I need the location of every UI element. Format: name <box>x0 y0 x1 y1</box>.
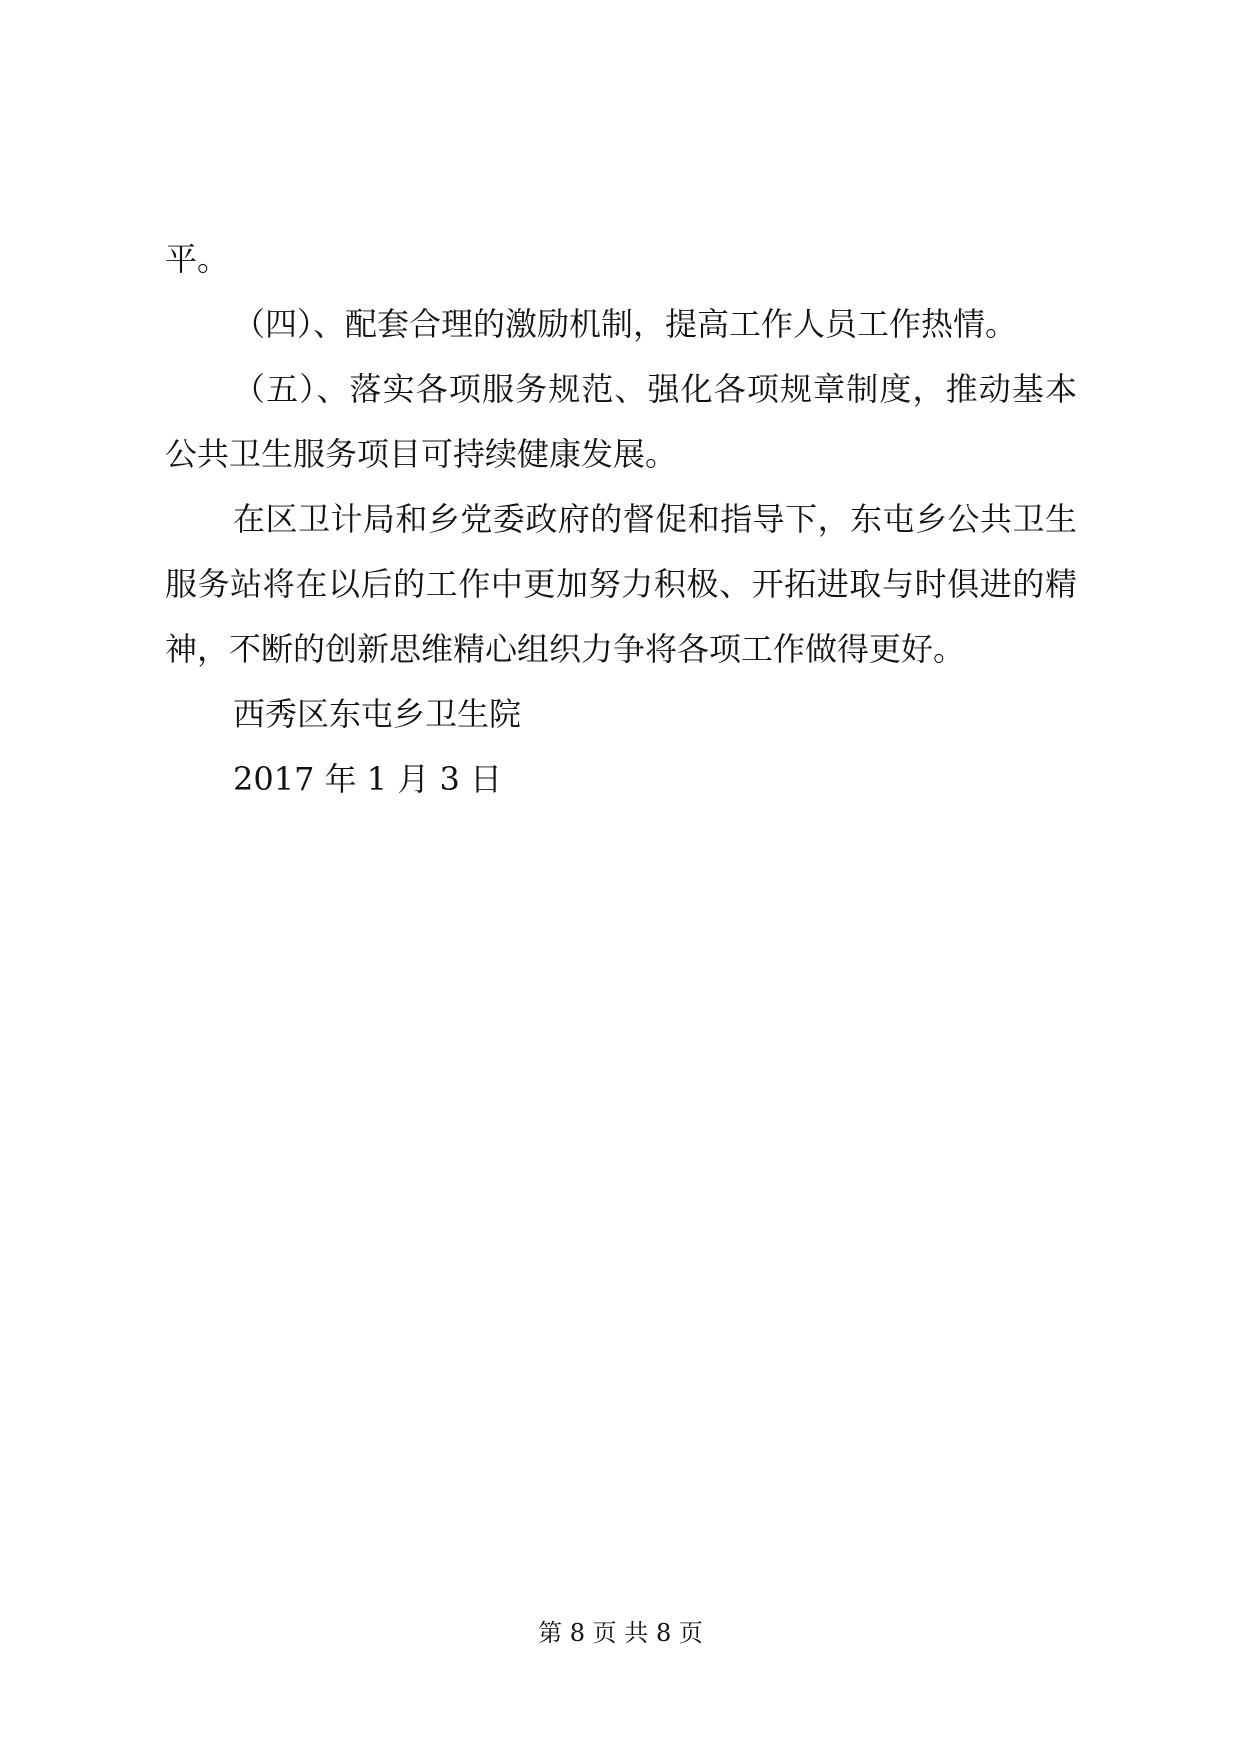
paragraph-line: 服务站将在以后的工作中更加努力积极、开拓进取与时俱进的精 <box>165 565 1077 603</box>
signature-date: 2017 年 1 月 3 日 <box>233 760 503 798</box>
paragraph-line: 神，不断的创新思维精心组织力争将各项工作做得更好。 <box>165 630 966 668</box>
paragraph-line: （四）、配套合理的激励机制，提高工作人员工作热情。 <box>233 305 1018 343</box>
paragraph-line: 公共卫生服务项目可持续健康发展。 <box>165 435 678 473</box>
page-number-footer: 第 8 页 共 8 页 <box>538 1619 703 1647</box>
paragraph-line: 平。 <box>165 240 230 278</box>
signature-organization: 西秀区东屯乡卫生院 <box>233 695 522 733</box>
paragraph-line: 在区卫计局和乡党委政府的督促和指导下，东屯乡公共卫生 <box>233 500 1077 538</box>
paragraph-line: （五）、落实各项服务规范、强化各项规章制度，推动基本 <box>233 370 1077 408</box>
